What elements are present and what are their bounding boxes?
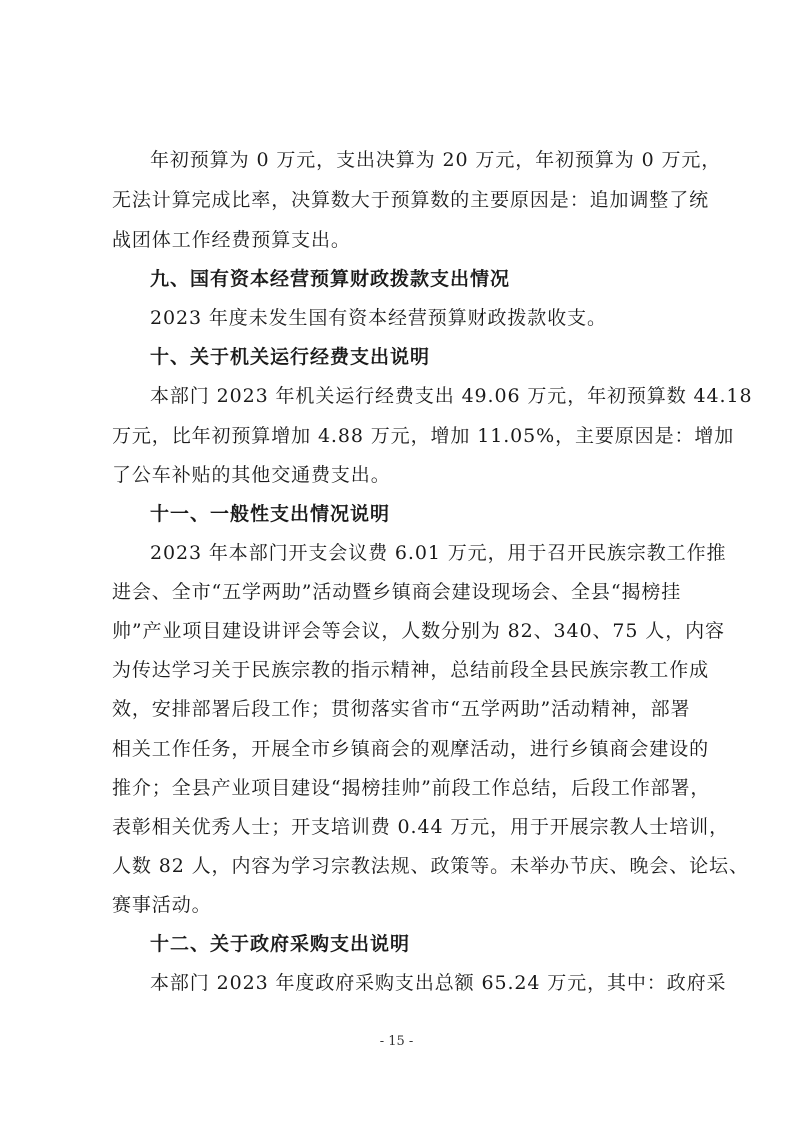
- paragraph-line: 为传达学习关于民族宗教的指示精神，总结前段全县民族宗教工作成: [112, 659, 710, 681]
- paragraph-line: 了公车补贴的其他交通费支出。: [112, 464, 391, 486]
- paragraph-line: 表彰相关优秀人士；开支培训费 0.44 万元，用于开展宗教人士培训，: [112, 816, 729, 838]
- paragraph-line: 2023 年度未发生国有资本经营预算财政拨款收支。: [150, 307, 607, 329]
- section-heading: 九、国有资本经营预算财政拨款支出情况: [150, 268, 511, 290]
- paragraph-line: 无法计算完成比率，决算数大于预算数的主要原因是：追加调整了统: [112, 189, 710, 211]
- section-heading: 十、关于机关运行经费支出说明: [150, 346, 431, 368]
- section-heading: 十一、一般性支出情况说明: [150, 503, 391, 525]
- paragraph-line: 万元，比年初预算增加 4.88 万元，增加 11.05%，主要原因是：增加: [112, 425, 735, 447]
- paragraph-line: 人数 82 人，内容为学习宗教法规、政策等。未举办节庆、晚会、论坛、: [112, 855, 749, 877]
- paragraph-line: 战团体工作经费预算支出。: [112, 229, 351, 251]
- paragraph-line: 进会、全市“五学两助”活动暨乡镇商会建设现场会、全县“揭榜挂: [112, 581, 682, 603]
- paragraph-line: 相关工作任务，开展全市乡镇商会的观摩活动，进行乡镇商会建设的: [112, 738, 710, 760]
- paragraph-line: 2023 年本部门开支会议费 6.01 万元，用于召开民族宗教工作推: [150, 542, 727, 564]
- paragraph-line: 本部门 2023 年度政府采购支出总额 65.24 万元，其中：政府采: [150, 972, 727, 994]
- paragraph-line: 推介；全县产业项目建设“揭榜挂帅”前段工作总结，后段工作部署，: [112, 777, 711, 799]
- section-heading: 十二、关于政府采购支出说明: [150, 933, 411, 955]
- page-number: - 15 -: [379, 1034, 414, 1049]
- paragraph-line: 赛事活动。: [112, 894, 212, 916]
- paragraph-line: 帅”产业项目建设讲评会等会议，人数分别为 82、340、75 人，内容: [112, 620, 725, 642]
- paragraph-line: 本部门 2023 年机关运行经费支出 49.06 万元，年初预算数 44.18: [150, 385, 753, 407]
- paragraph-line: 年初预算为 0 万元，支出决算为 20 万元，年初预算为 0 万元，: [150, 149, 722, 171]
- paragraph-line: 效，安排部署后段工作；贯彻落实省市“五学两助”活动精神，部署: [112, 698, 691, 720]
